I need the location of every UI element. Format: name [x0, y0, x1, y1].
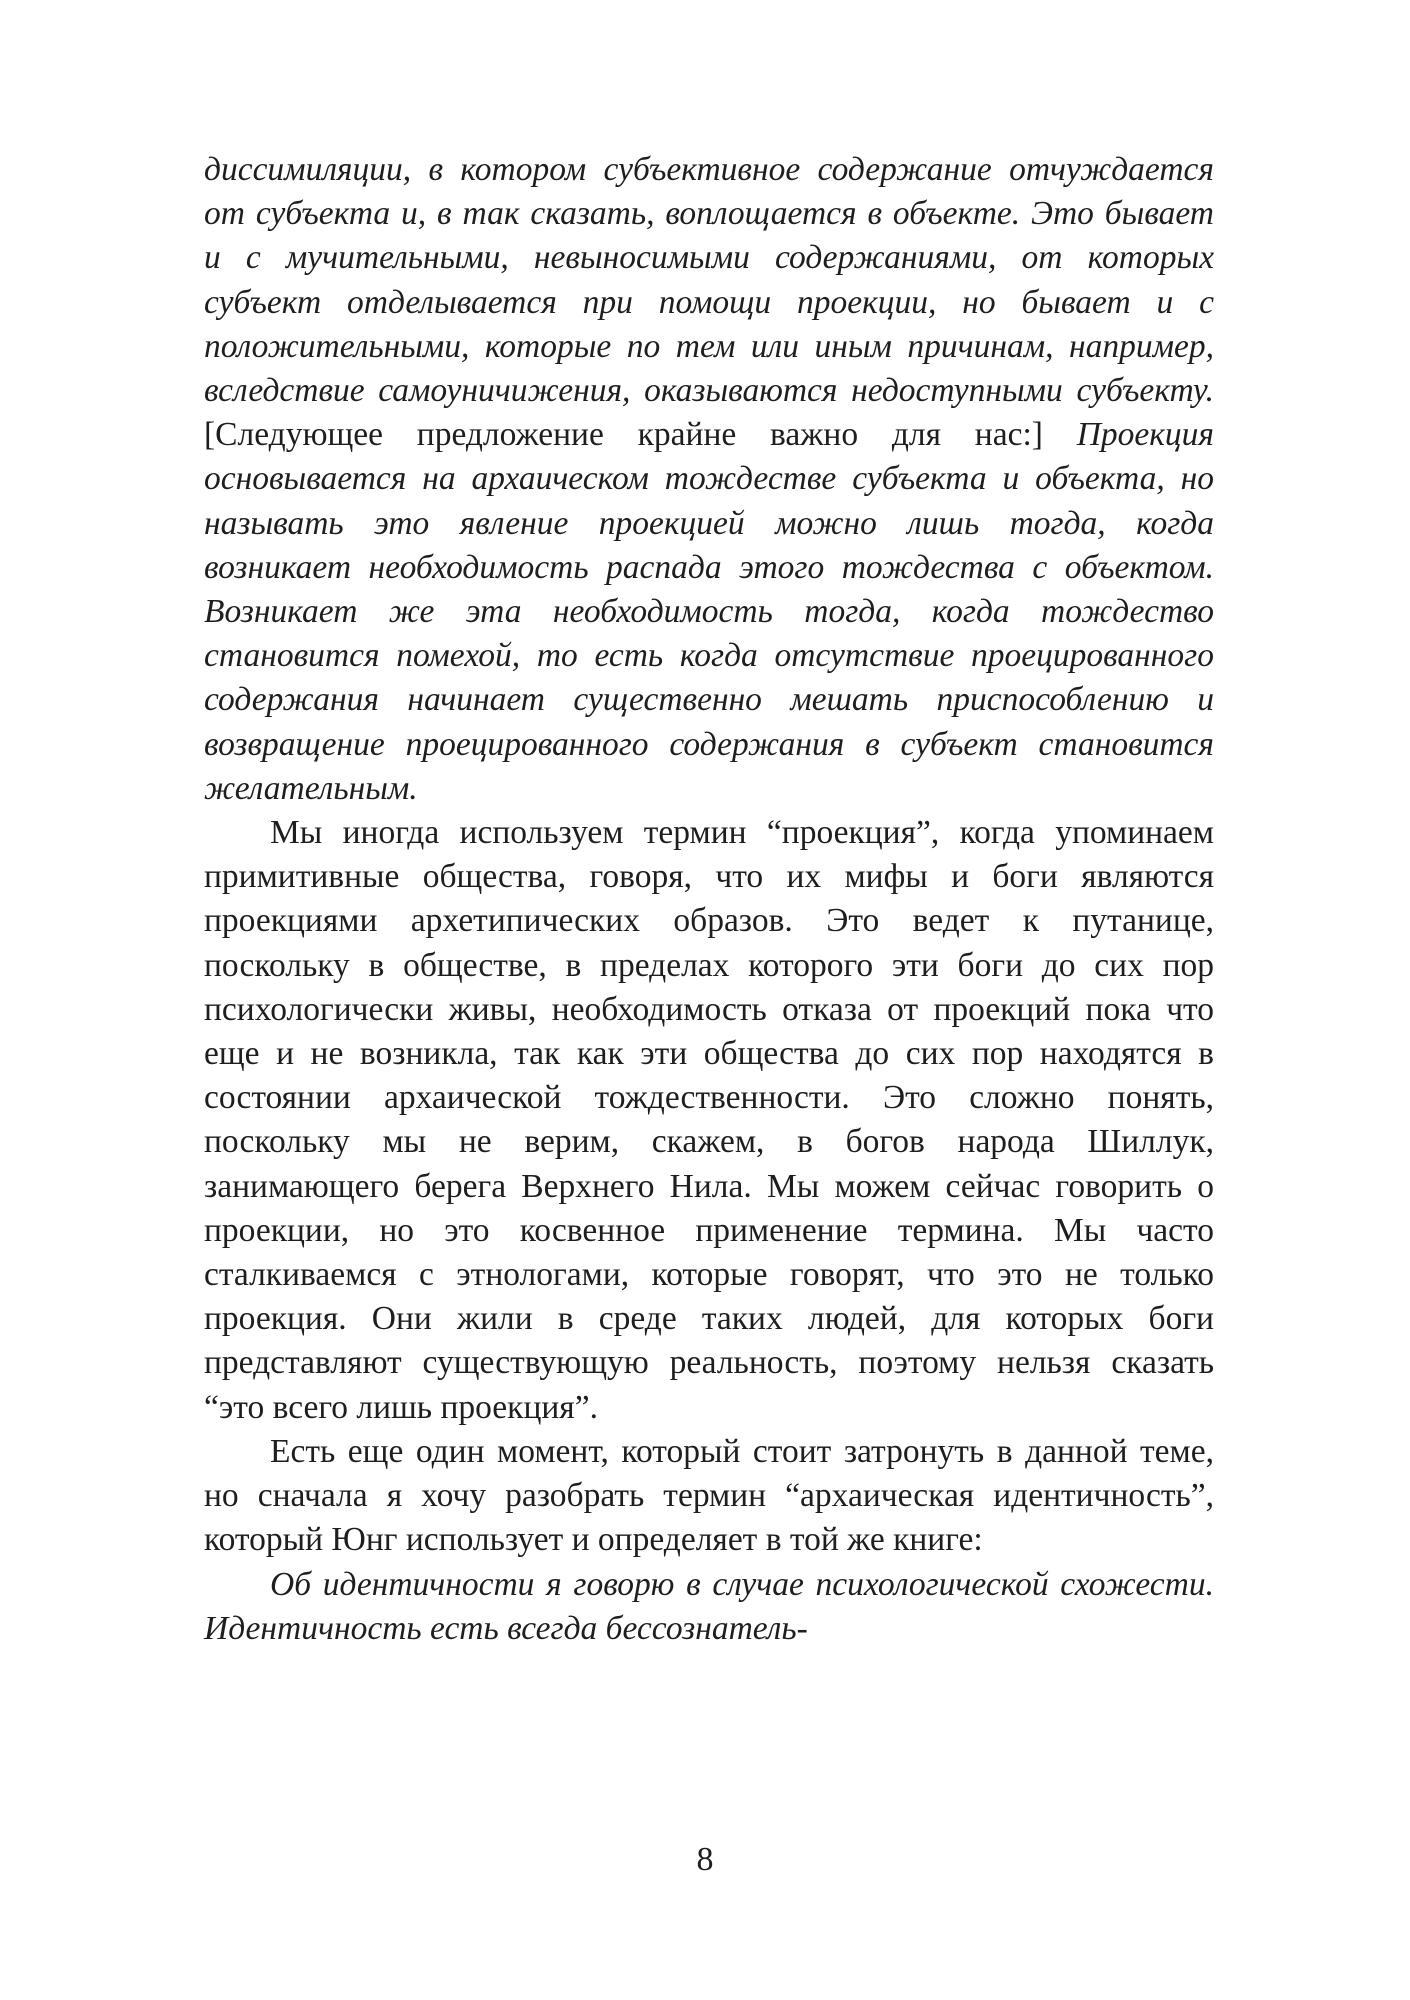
page-body [204, 148, 1214, 1651]
italic-quote-text: диссимиляции, в котором субъективное содержание отчуждается от субъекта и, в так сказать, воплощается в объекте. Это бывает и с мучительными, невыносимыми содержаниями, от которых субъект отделывается при помощи проекции, но бывает и с положительными, которые по тем или иным причинам, например, вследствие самоуничижения, оказываются недоступными субъекту. [204, 151, 1214, 410]
italic-quote-text: Об идентичности я говорю в случае психологической схожести. Идентичность есть всегда бессознатель- [204, 1565, 1214, 1647]
paragraph-projection-term [204, 811, 1214, 1430]
body-text: Есть еще один момент, который стоит затронуть в данной теме, но сначала я хочу разобрать термин “архаическая идентичность”, который Юнг использует и определяет в той же книге: [204, 1432, 1214, 1559]
page-number: 8 [696, 1841, 714, 1878]
paragraph-archaic-identity [204, 1430, 1214, 1563]
quote-identity-definition [204, 1563, 1214, 1651]
italic-quote-text: Проекция основывается на архаическом тождестве субъекта и объекта, но называть это явление проекцией можно лишь тогда, когда возникает необходимость распада этого тождества с объектом. Возникает же эта необходимость тогда, когда тождество становится помехой, то есть когда отсутствие проецированного содержания начинает существенно мешать приспособлению и возвращение проецированного содержания в субъект становится желательным. [204, 416, 1214, 807]
editorial-insertion: [Следующее предложение крайне важно для нас:] [204, 416, 1077, 454]
quote-continuation [204, 148, 1214, 811]
body-text: Мы иногда используем термин “проекция”, когда упоминаем примитивные общества, говоря, что их мифы и боги являются проекциями архетипических образов. Это ведет к путанице, поскольку в обществе, в пределах которого эти боги до сих пор психологически живы, необходимость отказа от проекций пока что еще и не возникла, так как эти общества до сих пор находятся в состоянии архаической тождественности. Это сложно понять, поскольку мы не верим, скажем, в богов народа Шиллук, занимающего берега Верхнего Нила. Мы можем сейчас говорить о проекции, но это косвенное применение термина. Мы часто сталкиваемся с этнологами, которые говорят, что это не только проекция. Они жили в среде таких людей, для которых боги представляют существующую реальность, поэтому нельзя сказать “это всего лишь проекция”. [204, 814, 1214, 1426]
